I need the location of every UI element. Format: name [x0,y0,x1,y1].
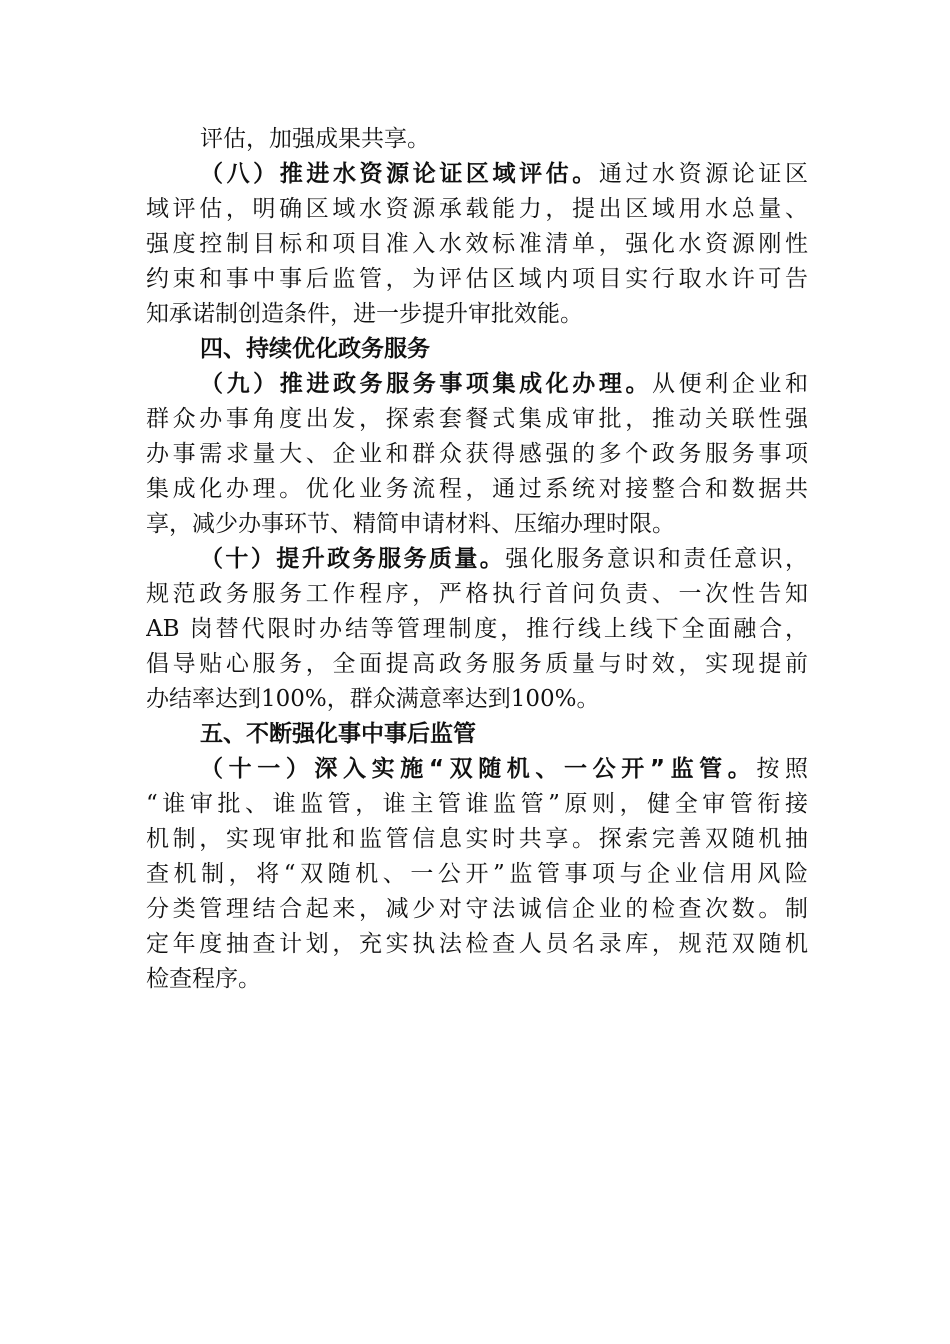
paragraph-first-line [146,752,808,787]
document-body [146,122,808,997]
text-line: 按照 [756,756,808,782]
paragraph-line [146,577,808,612]
paragraph-line [146,437,808,472]
paragraph-line [146,962,808,997]
paragraph-lead-title: （十一）深入实施“双随机、一公开”监管。 [200,756,757,782]
text-line: 知承诺制创造条件，进一步提升审批效能。 [146,301,583,327]
paragraph-lead-title: （九）推进政务服务事项集成化办理。 [200,371,653,397]
paragraph-line [146,857,808,892]
paragraph-line [146,472,808,507]
text-line: “谁审批、谁监管，谁主管谁监管”原则，健全审管衔接 [146,791,808,817]
text-line: 集成化办理。优化业务流程，通过系统对接整合和数据共 [146,476,808,502]
section-heading [146,717,808,752]
section-heading-text: 五、不断强化事中事后监管 [200,721,476,747]
paragraph-first-line [146,157,808,192]
section-heading [146,332,808,367]
text-line: AB 岗替代限时办结等管理制度，推行线上线下全面融合， [146,616,808,642]
text-line: 查机制，将“双随机、一公开”监管事项与企业信用风险 [146,861,808,887]
paragraph-line [146,192,808,227]
text-line: 办结率达到100%，群众满意率达到100%。 [146,686,600,712]
text-line: 强度控制目标和项目准入水效标准清单，强化水资源刚性 [146,231,808,257]
text-line: 规范政务服务工作程序，严格执行首问负责、一次性告知 [146,581,808,607]
paragraph-line [146,297,808,332]
text-line: 约束和事中事后监管，为评估区域内项目实行取水许可告 [146,266,808,292]
text-line: 检查程序。 [146,966,261,992]
paragraph-line [146,402,808,437]
text-line: 倡导贴心服务，全面提高政务服务质量与时效，实现提前 [146,651,808,677]
paragraph-line [146,507,808,542]
text-line: 群众办事角度出发，探索套餐式集成审批，推动关联性强 [146,406,808,432]
paragraph-line [146,682,808,717]
text-line: 机制，实现审批和监管信息实时共享。探索完善双随机抽 [146,826,808,852]
text-line: 域评估，明确区域水资源承载能力，提出区域用水总量、 [146,196,808,222]
paragraph-lead-title: （八）推进水资源论证区域评估。 [200,161,599,187]
section-heading-text: 四、持续优化政务服务 [200,336,430,362]
paragraph-line [146,122,808,157]
text-line: 办事需求量大、企业和群众获得感强的多个政务服务事项 [146,441,808,467]
paragraph-line [146,892,808,927]
paragraph-line [146,822,808,857]
paragraph-line [146,647,808,682]
text-line: 分类管理结合起来，减少对守法诚信企业的检查次数。制 [146,896,808,922]
text-line: 评估，加强成果共享。 [200,126,430,152]
text-line: 从便利企业和 [652,371,808,397]
paragraph-line [146,262,808,297]
text-line: 享，减少办事环节、精简申请材料、压缩办理时限。 [146,511,675,537]
paragraph-line [146,787,808,822]
text-line: 定年度抽查计划，充实执法检查人员名录库，规范双随机 [146,931,808,957]
paragraph-line [146,227,808,262]
paragraph-lead-title: （十）提升政务服务质量。 [200,546,506,572]
paragraph-line [146,927,808,962]
paragraph-first-line [146,367,808,402]
paragraph-first-line [146,542,808,577]
paragraph-line [146,612,808,647]
text-line: 通过水资源论证区 [598,161,808,187]
text-line: 强化服务意识和责任意识， [505,546,808,572]
